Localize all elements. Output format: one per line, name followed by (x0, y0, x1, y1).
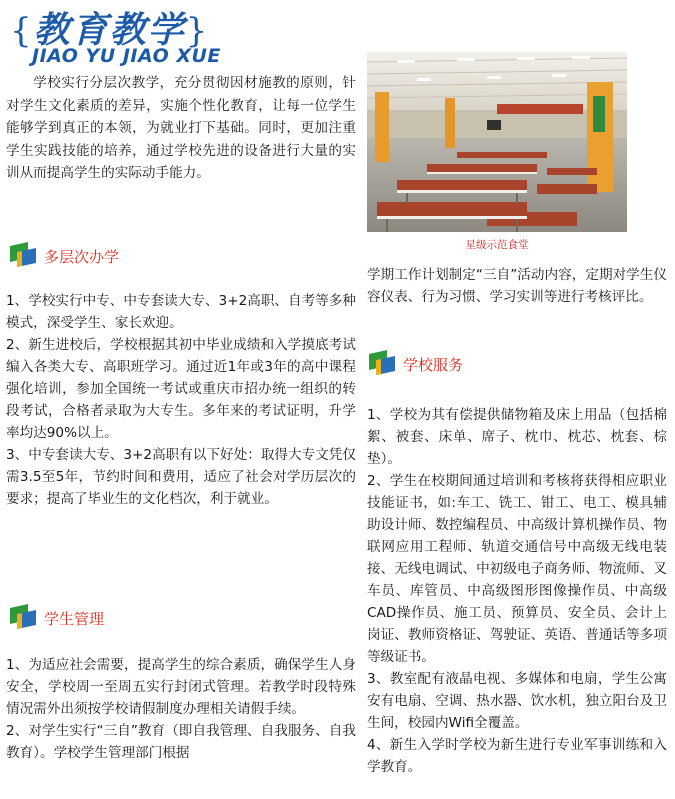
section-body-student-mgmt (6, 654, 356, 764)
section-icon (8, 602, 38, 632)
section-body-school-service (367, 404, 667, 778)
section-header-multi-level (8, 240, 208, 274)
page-title: {教育教学} (10, 9, 210, 51)
paragraph: 1、学校实行中专、中专套读大专、3+2高职、自考等多种模式，深受学生、家长欢迎。 (6, 293, 356, 331)
page-subtitle: JIAO YU JIAO XUE (32, 45, 221, 67)
section-title-multi-level: 多层次办学 (44, 248, 120, 266)
paragraph: 2、新生进校后，学校根据其初中毕业成绩和入学摸底考试编入各类大专、高职班学习。通过近1年或3年的高中课程强化培训，参加全国统一考试或重庆市招办统一组织的转段考试，合格者录取为大专生。多年来的考试证明，升学率均达90%以上。 (6, 337, 356, 441)
intro-paragraph: 学校实行分层次教学，充分贯彻因材施教的原则，针对学生文化素质的差异，实施个性化教育，让每一位学生能够学到真正的本领，为就业打下基础。同时，更加注重学生实践技能的培养，通过学校先进的设备进行大量的实训从而提高学生的实际动手能力。 (6, 75, 356, 181)
section-icon (367, 348, 397, 378)
cafeteria-photo (367, 52, 627, 232)
paragraph: 2、对学生实行“三自”教育（即自我管理、自我服务、自我教育）。学校学生管理部门根据 (6, 723, 356, 761)
section-title-student-mgmt: 学生管理 (44, 610, 105, 628)
photo-caption: 星级示范食堂 (465, 239, 529, 251)
paragraph: 2、学生在校期间通过培训和考核将获得相应职业技能证书，如:车工、铣工、钳工、电工、模具辅助设计师、数控编程员、中高级计算机操作员、物联网应用工程师、轨道交通信号中高级无线电装接、无线电调试、中初级电子商务师、物流师、叉车员、库管员、中高级图形图像操作员、中高级CAD操作员、施工员、预算员、安全员、会计上岗证、教师资格证、驾驶证、英语、普通话等多项等级证书。 (367, 473, 667, 665)
paragraph: 3、中专套读大专、3+2高职有以下好处：取得大专文凭仅需3.5至5年，节约时间和费用，适应了社会对学历层次的要求；提高了毕业生的文化档次，利于就业。 (6, 447, 356, 507)
student-mgmt-continuation (367, 264, 667, 308)
cafeteria-illustration (367, 52, 627, 232)
paragraph: 1、为适应社会需要，提高学生的综合素质，确保学生人身安全，学校周一至周五实行封闭式管理。若教学时段特殊情况需外出须按学校请假制度办理相关请假手续。 (6, 657, 356, 717)
paragraph: 3、教室配有液晶电视、多媒体和电扇，学生公寓安有电扇、空调、热水器、饮水机，独立阳台及卫生间，校园内Wifi全覆盖。 (367, 671, 667, 731)
section-header-student-mgmt (8, 602, 208, 636)
section-header-school-service (367, 348, 567, 382)
section-title-school-service: 学校服务 (403, 356, 464, 374)
paragraph: 1、学校为其有偿提供储物箱及床上用品（包括棉絮、被套、床单、席子、枕巾、枕芯、枕套、棕垫）。 (367, 407, 667, 467)
page-header (6, 2, 266, 66)
section-body-multi-level (6, 290, 356, 510)
paragraph: 4、新生入学时学校为新生进行专业军事训练和入学教育。 (367, 737, 667, 775)
paragraph: 学期工作计划制定“三自”活动内容，定期对学生仪容仪表、行为习惯、学习实训等进行考核评比。 (367, 267, 667, 305)
section-icon (8, 240, 38, 270)
